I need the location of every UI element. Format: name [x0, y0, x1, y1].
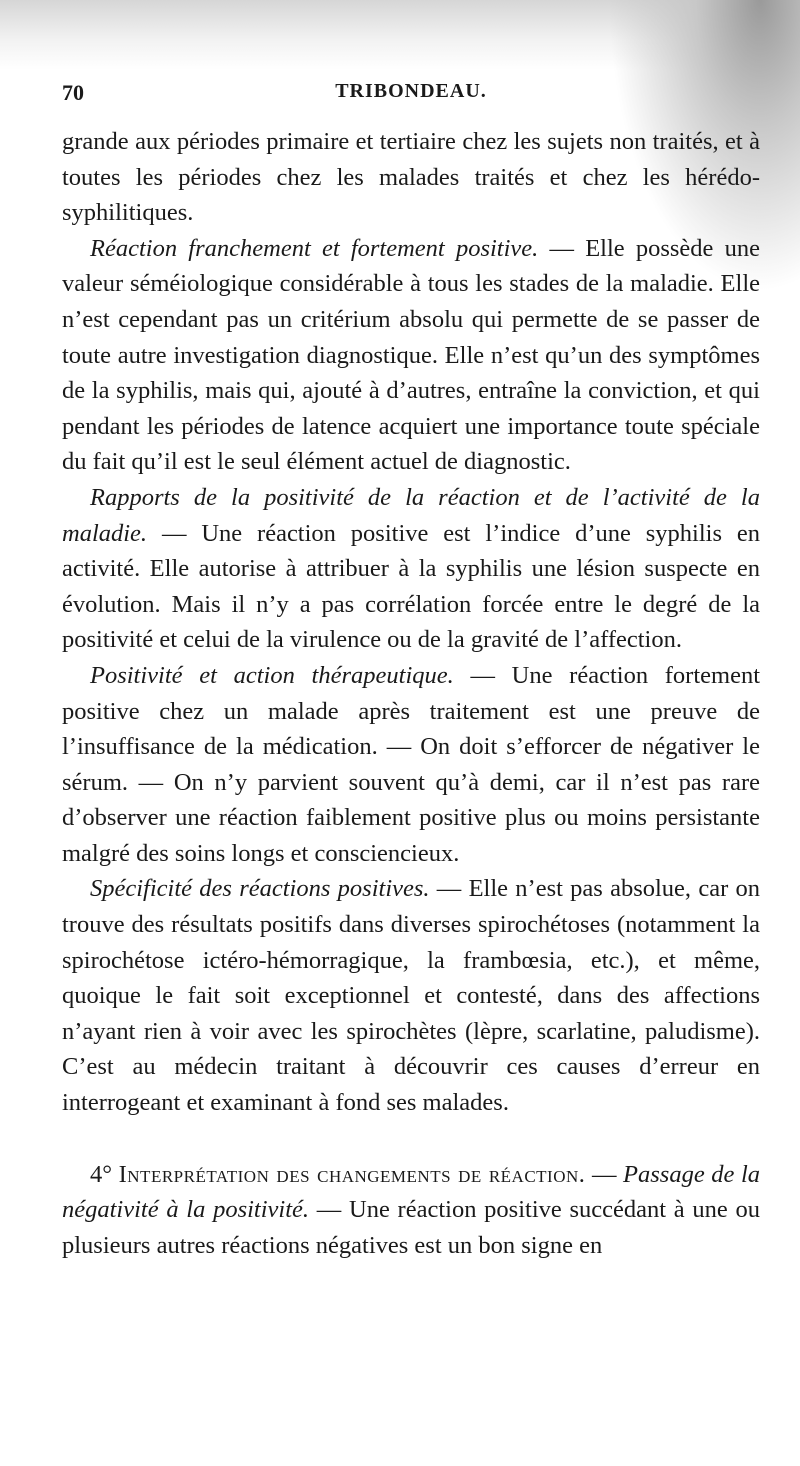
body-text	[62, 124, 760, 1263]
section-dash: —	[585, 1160, 624, 1188]
paragraph-title: Spécificité des réactions positives.	[90, 875, 430, 903]
section-interpretation	[62, 1157, 760, 1264]
paragraph-title: Positivité et action thérapeutique.	[90, 661, 454, 689]
page-number: 70	[62, 80, 84, 105]
paragraph-activity	[62, 480, 760, 658]
paragraph-title: Réaction franchement et fortement positive.	[90, 234, 539, 262]
paragraph-text: — Une réaction positive succédant à une ou plusieurs autres réactions négatives est un bon signe en	[62, 1196, 760, 1259]
paragraph-continuation	[62, 124, 760, 231]
paragraph-title: Passage de la négativité à la positivité.	[62, 1160, 760, 1224]
paragraph-text: — Elle n’est pas absolue, car on trouve des résultats positifs dans diverses spirochétoses (notamment la spirochétose ictéro-hémorragique, la frambœsia, etc.), et même, quoique le fait soit exceptionnel et contesté, dans des affections n’ayant rien à voir avec les spirochètes (lèpre, scarlatine, paludisme). C’est au médecin traitant à découvrir ces causes d’erreur en interrogeant et examinant à fond ses malades.	[62, 875, 760, 1117]
paragraph-text: — Une réaction fortement positive chez un malade après traitement est une preuve de l’insuffisance de la médication. — On doit s’efforcer de négativer le sérum. — On n’y parvient souvent qu’à demi, car il n’est pas rare d’observer une réaction faiblement positive plus ou moins persistante malgré des soins longs et consciencieux.	[62, 661, 761, 867]
paragraph-text: grande aux périodes primaire et tertiaire chez les sujets non traités, et à toutes les périodes chez les malades traités et chez les hérédo-syphilitiques.	[62, 128, 760, 227]
section-number: 4°	[90, 1160, 113, 1188]
paragraph-title: Rapports de la positivité de la réaction et de l’activité de la maladie.	[62, 483, 760, 547]
paragraph-positive-reaction	[62, 231, 760, 480]
paragraph-therapeutic	[62, 658, 760, 872]
paragraph-text: — Elle possède une valeur séméiologique considérable à tous les stades de la maladie. Elle n’est cependant pas un critérium absolu qui permette de se passer de toute autre investigation diagnostique. Elle n’est qu’un des symptômes de la syphilis, mais qui, ajouté à d’autres, entraîne la conviction, et qui pendant les périodes de latence acquiert une importance toute spéciale du fait qu’il est le seul élément actuel de diagnostic.	[62, 234, 760, 476]
paragraph-text: — Une réaction positive est l’indice d’une syphilis en activité. Elle autorise à attribuer à la syphilis une lésion suspecte en évolution. Mais il n’y a pas corrélation forcée entre le degré de la positivité et celui de la virulence ou de la gravité de l’affection.	[62, 519, 760, 654]
section-heading: Interprétation des changements de réaction.	[118, 1160, 586, 1188]
running-head: TRIBONDEAU.	[335, 80, 487, 102]
paragraph-specificity	[62, 871, 760, 1120]
page-header	[62, 80, 760, 112]
